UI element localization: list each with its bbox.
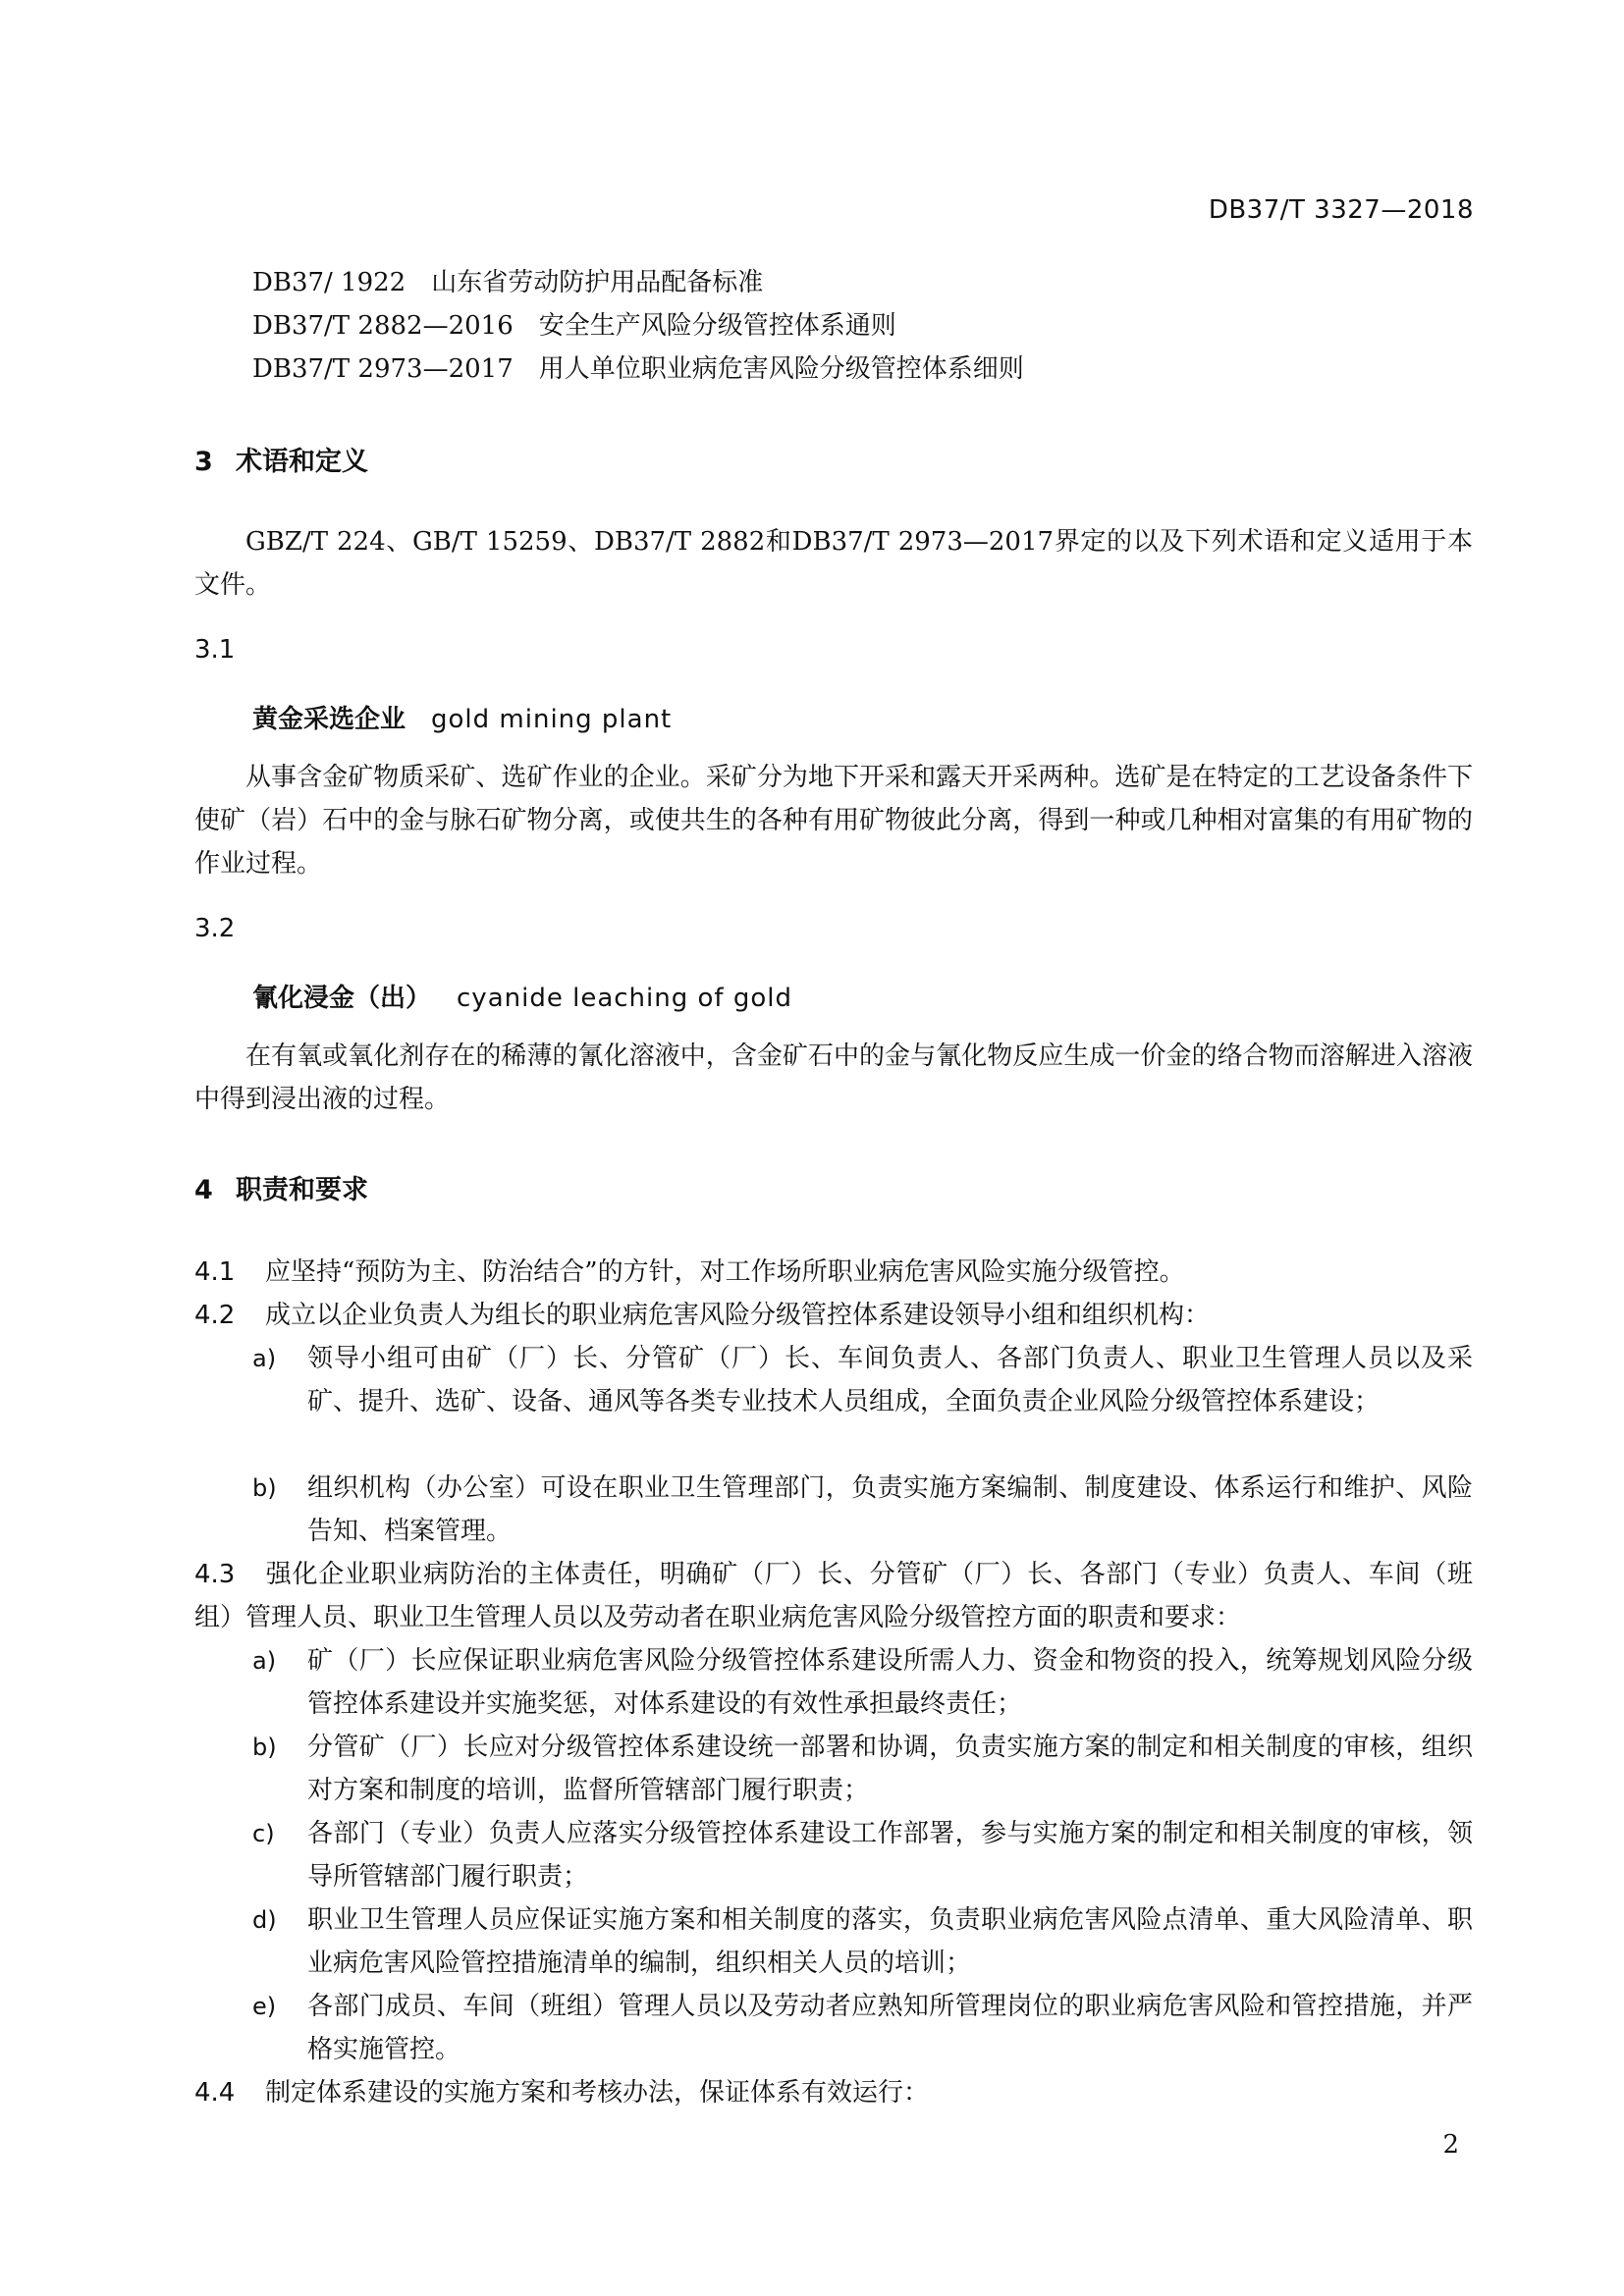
list-marker: a) — [252, 1647, 277, 1675]
list-text: 组织机构（办公室）可设在职业卫生管理部门，负责实施方案编制、制度建设、体系运行和维护、风险告知、档案管理。 — [307, 1473, 1473, 1546]
list-item — [252, 1812, 1473, 1898]
list-text: 分管矿（厂）长应对分级管控体系建设统一部署和协调，负责实施方案的制定和相关制度的审核，组织对方案和制度的培训，监督所管辖部门履行职责； — [307, 1733, 1473, 1805]
term-chinese: 黄金采选企业 — [252, 705, 406, 734]
list-item — [252, 1639, 1473, 1726]
list-marker: a) — [252, 1345, 277, 1372]
section-title: 术语和定义 — [236, 447, 368, 477]
list-text: 各部门（专业）负责人应落实分级管控体系建设工作部署，参与实施方案的制定和相关制度的审核，领导所管辖部门履行职责； — [307, 1819, 1473, 1892]
list-item — [252, 1726, 1473, 1812]
list-marker: c) — [252, 1820, 275, 1847]
clause-4-4 — [194, 2071, 1473, 2114]
list-marker: d) — [252, 1906, 277, 1934]
section-number: 4 — [194, 1175, 213, 1205]
reference-item: DB37/T 2882—2016 安全生产风险分级管控体系通则 — [252, 311, 896, 341]
clause-text: 强化企业职业病防治的主体责任，明确矿（厂）长、分管矿（厂）长、各部门（专业）负责人、车间（班组）管理人员、职业卫生管理人员以及劳动者在职业病危害风险分级管控方面的职责和要求： — [194, 1560, 1473, 1632]
term-definition: 在有氧或氧化剂存在的稀薄的氰化溶液中，含金矿石中的金与氰化物反应生成一价金的络合物而溶解进入溶液中得到浸出液的过程。 — [194, 1041, 1473, 1114]
term-english: cyanide leaching of gold — [457, 984, 792, 1013]
section-number: 3 — [194, 447, 213, 477]
clause-number: 4.4 — [194, 2078, 236, 2108]
list-text: 矿（厂）长应保证职业病危害风险分级管控体系建设所需人力、资金和物资的投入，统筹规划风险分级管控体系建设并实施奖惩，对体系建设的有效性承担最终责任； — [307, 1646, 1473, 1719]
term-number: 3.2 — [194, 914, 236, 943]
reference-item: DB37/ 1922 山东省劳动防护用品配备标准 — [252, 268, 764, 297]
clause-4-1 — [194, 1251, 1473, 1294]
section-title: 职责和要求 — [236, 1175, 368, 1205]
clause-4-2 — [194, 1294, 1473, 1337]
list-marker: e) — [252, 1993, 277, 2020]
term-heading — [252, 699, 672, 735]
list-text: 职业卫生管理人员应保证实施方案和相关制度的落实，负责职业病危害风险点清单、重大风险清单、职业病危害风险管控措施清单的编制，组织相关人员的培训； — [307, 1905, 1473, 1978]
clause-text: 制定体系建设的实施方案和考核办法，保证体系有效运行： — [265, 2078, 930, 2108]
section-heading-4 — [194, 1168, 368, 1206]
list-item — [252, 1467, 1473, 1553]
definitions-intro: GBZ/T 224、GB/T 15259、DB37/T 2882和DB37/T 2973—2017界定的以及下列术语和定义适用于本文件。 — [194, 527, 1473, 600]
list-marker: b) — [252, 1734, 277, 1761]
list-item — [252, 1898, 1473, 1985]
clause-number: 4.1 — [194, 1257, 236, 1287]
list-text: 领导小组可由矿（厂）长、分管矿（厂）长、车间负责人、各部门负责人、职业卫生管理人员以及采矿、提升、选矿、设备、通风等各类专业技术人员组成，全面负责企业风险分级管控体系建设； — [307, 1344, 1473, 1416]
clause-4-3 — [194, 1553, 1473, 1639]
clause-text: 成立以企业负责人为组长的职业病危害风险分级管控体系建设领导小组和组织机构： — [265, 1301, 1211, 1330]
term-chinese: 氰化浸金（出） — [252, 984, 432, 1013]
list-text: 各部门成员、车间（班组）管理人员以及劳动者应熟知所管理岗位的职业病危害风险和管控措施，并严格实施管控。 — [307, 1992, 1473, 2064]
term-number: 3.1 — [194, 635, 236, 665]
term-heading — [252, 978, 792, 1014]
list-item — [252, 1337, 1473, 1423]
page-number: 2 — [1442, 2130, 1459, 2160]
section-heading-3 — [194, 440, 368, 478]
term-english: gold mining plant — [431, 705, 673, 734]
reference-item: DB37/T 2973—2017 用人单位职业病危害风险分级管控体系细则 — [252, 354, 1024, 384]
list-item — [252, 1985, 1473, 2071]
list-marker: b) — [252, 1474, 277, 1502]
term-definition: 从事含金矿物质采矿、选矿作业的企业。采矿分为地下开采和露天开采两种。选矿是在特定的工艺设备条件下使矿（岩）石中的金与脉石矿物分离，或使共生的各种有用矿物彼此分离，得到一种或几种相对富集的有用矿物的作业过程。 — [194, 763, 1473, 879]
standard-code: DB37/T 3327—2018 — [1208, 195, 1474, 225]
clause-text: 应坚持“预防为主、防治结合”的方针，对工作场所职业病危害风险实施分级管控。 — [265, 1257, 1185, 1287]
clause-number: 4.2 — [194, 1301, 236, 1330]
clause-number: 4.3 — [194, 1560, 236, 1589]
